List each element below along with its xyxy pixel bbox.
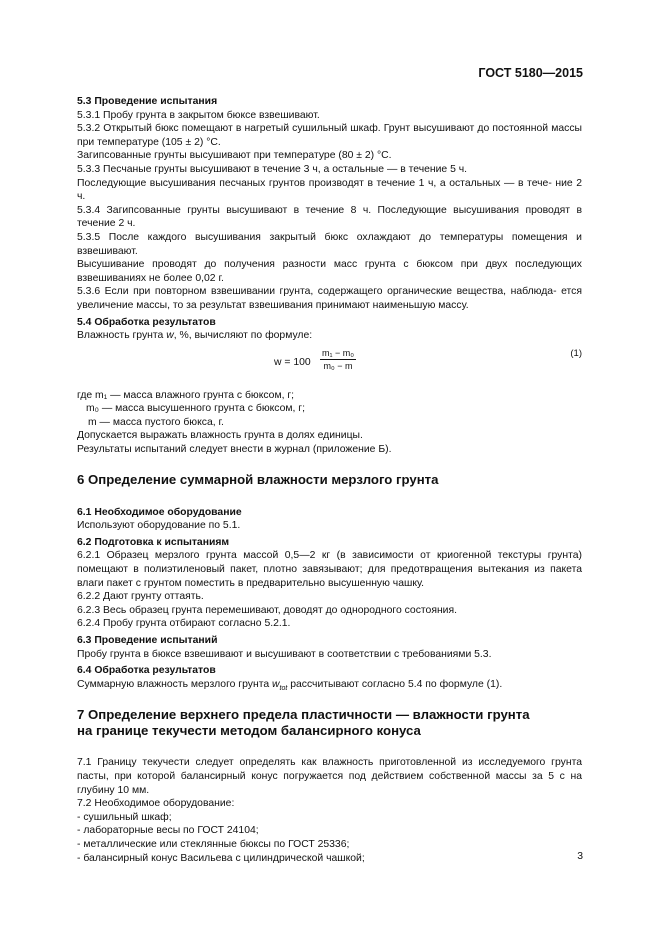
formula-lhs: w = 100 xyxy=(274,356,311,368)
paragraph-gypsum-temp: Загипсованные грунты высушивают при температуре (80 ± 2) °С. xyxy=(77,150,392,162)
formula-numerator: m₁ − m₀ xyxy=(322,347,355,358)
formula-denominator: m₀ − m xyxy=(323,360,353,371)
paragraph-5-3-3: 5.3.3 Песчаные грунты высушивают в течение 3 ч, а остальные — в течение 5 ч. xyxy=(77,163,468,175)
formula-1 xyxy=(77,345,582,385)
section-6-title: 6 Определение суммарной влажности мерзлого грунта xyxy=(77,471,439,487)
paragraph-6-2-2: 6.2.2 Дают грунту оттаять. xyxy=(77,591,204,603)
section-6-2-title: 6.2 Подготовка к испытаниям xyxy=(77,536,230,548)
paragraph-formula-intro: Влажность грунта w, %, вычисляют по формуле: xyxy=(77,330,313,342)
paragraph-5-3-5: 5.3.5 После каждого высушивания закрытый бюкс охлаждают до температуры помещения и взвешивают. xyxy=(77,231,582,257)
section-6-4-title: 6.4 Обработка результатов xyxy=(77,665,216,677)
paragraph-5-3-6: 5.3.6 Если при повторном взвешивании грунта, содержащего органические вещества, наблюда- ется увеличение массы, то за результат взвешивания принимают наименьшую массу. xyxy=(77,286,582,311)
page-number: 3 xyxy=(577,851,583,862)
list-item: - балансирный конус Васильева с цилиндрической чашкой; xyxy=(77,852,365,864)
paragraph-7-2: 7.2 Необходимое оборудование: xyxy=(77,798,235,810)
paragraph-7-1: 7.1 Границу текучести следует определять как влажность приготовленной из исследуемого грунта пасты, при которой балансирный конус погружается под действием собственной массы за 5 с на глубину 10 мм. xyxy=(77,757,582,796)
paragraph-5-3-2: 5.3.2 Открытый бюкс помещают в нагретый сушильный шкаф. Грунт высушивают до постоянной массы при температуре (105 ± 2) °С. xyxy=(77,123,582,148)
paragraph-journal-note: Результаты испытаний следует внести в журнал (приложение Б). xyxy=(77,444,392,456)
list-item: - металлические или стеклянные бюксы по ГОСТ 25336; xyxy=(77,838,350,850)
paragraph-6-3: Пробу грунта в бюксе взвешивают и высушивают в соответствии с требованиями 5.3. xyxy=(77,648,492,660)
legend-m0: m₀ — масса высушенного грунта с бюксом, г; xyxy=(86,403,305,415)
paragraph-6-2-3: 6.2.3 Весь образец грунта перемешивают, доводят до однородного состояния. xyxy=(77,604,457,616)
legend-m: m — масса пустого бюкса, г. xyxy=(88,416,224,428)
list-item: - сушильный шкаф; xyxy=(77,811,172,823)
paragraph-6-4: Суммарную влажность мерзлого грунта $w_{tot}$ рассчитывают согласно 5.4 по формуле (1). xyxy=(77,678,503,692)
list-item: - лабораторные весы по ГОСТ 24104; xyxy=(77,825,259,837)
paragraph-6-2-4: 6.2.4 Пробу грунта отбирают согласно 5.2.1. xyxy=(77,618,291,630)
section-7-title-line2: на границе текучести методом балансирного конуса xyxy=(77,723,421,739)
formula-number: (1) xyxy=(570,347,582,359)
paragraph-6-1: Используют оборудование по 5.1. xyxy=(77,520,241,532)
paragraph-fraction-note: Допускается выражать влажность грунта в долях единицы. xyxy=(77,430,363,442)
legend-m1: где m₁ — масса влажного грунта с бюксом, г; xyxy=(77,389,295,401)
paragraph-5-3-1: 5.3.1 Пробу грунта в закрытом бюксе взвешивают. xyxy=(77,109,320,121)
document-id: ГОСТ 5180—2015 xyxy=(478,66,583,80)
formula-fraction xyxy=(320,347,356,372)
section-7-title-line1: 7 Определение верхнего предела пластичности — влажности грунта xyxy=(77,707,530,723)
page-content xyxy=(77,93,582,865)
formula-legend xyxy=(77,389,582,430)
section-6-1-title: 6.1 Необходимое оборудование xyxy=(77,506,242,518)
section-6-3-title: 6.3 Проведение испытаний xyxy=(77,635,218,646)
paragraph-6-2-1: 6.2.1 Образец мерзлого грунта массой 0,5—2 кг (в зависимости от криогенной текстуры грунта) помещают в полиэтиленовый пакет, плотно завязывают; для предотвращения вытекания из пакета влаги пакет с грунтом поместить в предварительно высушенную чашку. xyxy=(77,550,582,589)
section-5-3-title: 5.3 Проведение испытания xyxy=(77,96,218,107)
paragraph-subsequent-drying: Последующие высушивания песчаных грунтов производят в течение 1 ч, а остальных — в тече- ние 2 ч. xyxy=(77,177,582,203)
paragraph-5-3-4: 5.3.4 Загипсованные грунты высушивают в течение 8 ч. Последующие высушивания проводят в течение 2 ч. xyxy=(77,204,582,230)
section-5-4-title: 5.4 Обработка результатов xyxy=(77,316,216,328)
paragraph-drying-criterion: Высушивание проводят до получения разности масс грунта с бюксом при двух последующих взвешиваниях не более 0,02 г. xyxy=(77,259,582,284)
section-7-title xyxy=(77,707,582,739)
